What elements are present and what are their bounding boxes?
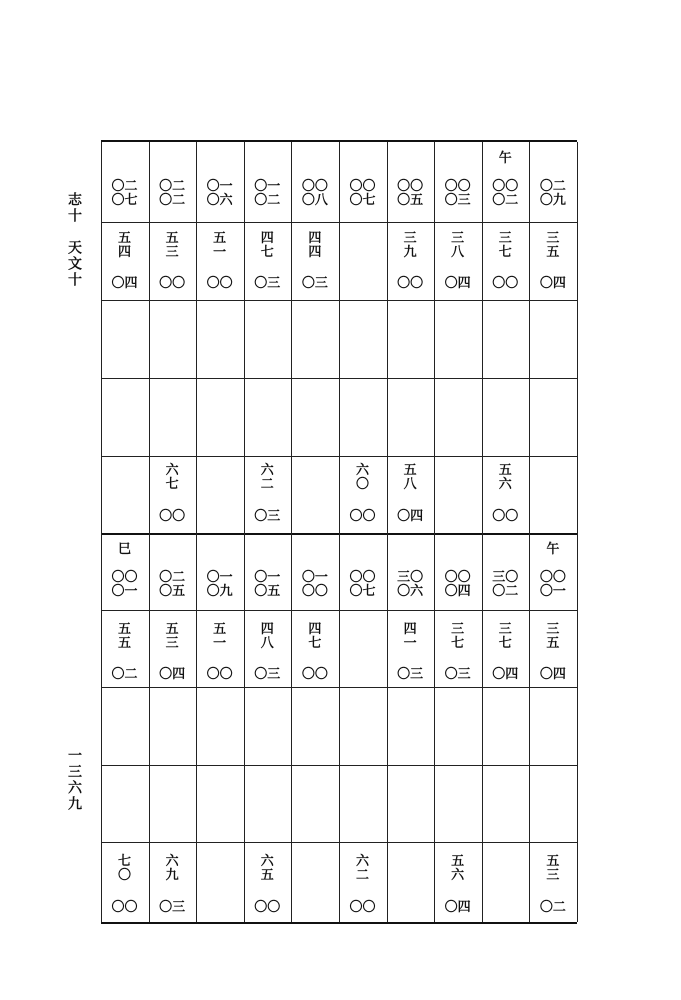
station-number: 四 七: [308, 622, 322, 651]
station-number: 五 一: [213, 231, 227, 260]
station-minute: 〇〇: [111, 900, 138, 915]
station-number: 四 八: [260, 622, 274, 651]
station-minute: 〇四: [492, 667, 519, 682]
station-minute: 〇四: [444, 276, 471, 291]
station-minute: 〇〇: [349, 900, 376, 915]
station-number: 五 六: [498, 463, 512, 492]
station-number: 五 三: [546, 854, 560, 883]
station-number: 五 一: [213, 622, 227, 651]
station-minute: 〇〇: [206, 276, 233, 291]
station-minute: 〇四: [397, 509, 424, 524]
degree-value: 〇一 〇二: [254, 179, 281, 208]
degree-value: 三〇 〇六: [397, 570, 424, 599]
station-number: 五 八: [403, 463, 417, 492]
station-minute: 〇二: [111, 667, 138, 682]
station-number: 六 五: [260, 854, 274, 883]
station-number: 三 八: [451, 231, 465, 260]
station-number: 六 二: [355, 854, 369, 883]
station-number: 三 七: [451, 622, 465, 651]
station-minute: 〇〇: [492, 276, 519, 291]
station-number: 六 二: [260, 463, 274, 492]
degree-value: 〇二 〇九: [539, 179, 566, 208]
station-minute: 〇四: [159, 667, 186, 682]
station-number: 四 一: [403, 622, 417, 651]
station-minute: 〇三: [397, 667, 424, 682]
degree-value: 〇〇 〇二: [492, 179, 519, 208]
station-minute: 〇〇: [349, 509, 376, 524]
column-divider: [577, 142, 578, 922]
station-number: 三 五: [546, 231, 560, 260]
station-number: 三 七: [498, 231, 512, 260]
station-minute: 〇〇: [492, 509, 519, 524]
degree-value: 〇二 〇五: [159, 570, 186, 599]
station-minute: 〇三: [301, 276, 328, 291]
degree-value: 〇二 〇二: [159, 179, 186, 208]
station-minute: 〇四: [444, 900, 471, 915]
station-minute: 〇四: [539, 276, 566, 291]
station-number: 三 九: [403, 231, 417, 260]
astronomy-table: [101, 140, 577, 924]
station-minute: 〇〇: [159, 276, 186, 291]
station-number: 六 七: [165, 463, 179, 492]
station-number: 七 〇: [117, 854, 131, 883]
period-mark: 午: [546, 542, 560, 557]
station-number: 五 三: [165, 231, 179, 260]
degree-value: 〇二 〇七: [111, 179, 138, 208]
station-number: 六 九: [165, 854, 179, 883]
station-minute: 〇〇: [397, 276, 424, 291]
degree-value: 〇〇 〇一: [111, 570, 138, 599]
station-minute: 〇〇: [206, 667, 233, 682]
degree-value: 〇〇 〇三: [444, 179, 471, 208]
side-title: 志十 天文十: [66, 192, 82, 288]
degree-value: 〇〇 〇七: [349, 570, 376, 599]
station-minute: 〇三: [444, 667, 471, 682]
degree-value: 〇一 〇五: [254, 570, 281, 599]
station-number: 五 三: [165, 622, 179, 651]
station-minute: 〇三: [254, 509, 281, 524]
station-minute: 〇〇: [159, 509, 186, 524]
station-minute: 〇四: [539, 667, 566, 682]
station-number: 四 七: [260, 231, 274, 260]
period-mark: 巳: [117, 542, 131, 557]
degree-value: 〇〇 〇四: [444, 570, 471, 599]
station-minute: 〇四: [111, 276, 138, 291]
period-mark: 午: [498, 151, 512, 166]
degree-value: 〇一 〇六: [206, 179, 233, 208]
degree-value: 〇一 〇九: [206, 570, 233, 599]
station-minute: 〇二: [539, 900, 566, 915]
station-minute: 〇三: [254, 667, 281, 682]
station-minute: 〇三: [159, 900, 186, 915]
page-number: 一三六九: [66, 748, 82, 812]
station-minute: 〇三: [254, 276, 281, 291]
degree-value: 〇〇 〇一: [539, 570, 566, 599]
degree-value: 〇〇 〇五: [397, 179, 424, 208]
station-number: 三 五: [546, 622, 560, 651]
station-number: 五 四: [117, 231, 131, 260]
station-number: 三 七: [498, 622, 512, 651]
degree-value: 〇〇 〇七: [349, 179, 376, 208]
station-number: 五 六: [451, 854, 465, 883]
station-number: 六 〇: [355, 463, 369, 492]
station-minute: 〇〇: [254, 900, 281, 915]
station-minute: 〇〇: [301, 667, 328, 682]
degree-value: 〇〇 〇八: [301, 179, 328, 208]
degree-value: 三〇 〇二: [492, 570, 519, 599]
station-number: 五 五: [117, 622, 131, 651]
station-number: 四 四: [308, 231, 322, 260]
degree-value: 〇一 〇〇: [301, 570, 328, 599]
column-divider: [339, 142, 340, 922]
